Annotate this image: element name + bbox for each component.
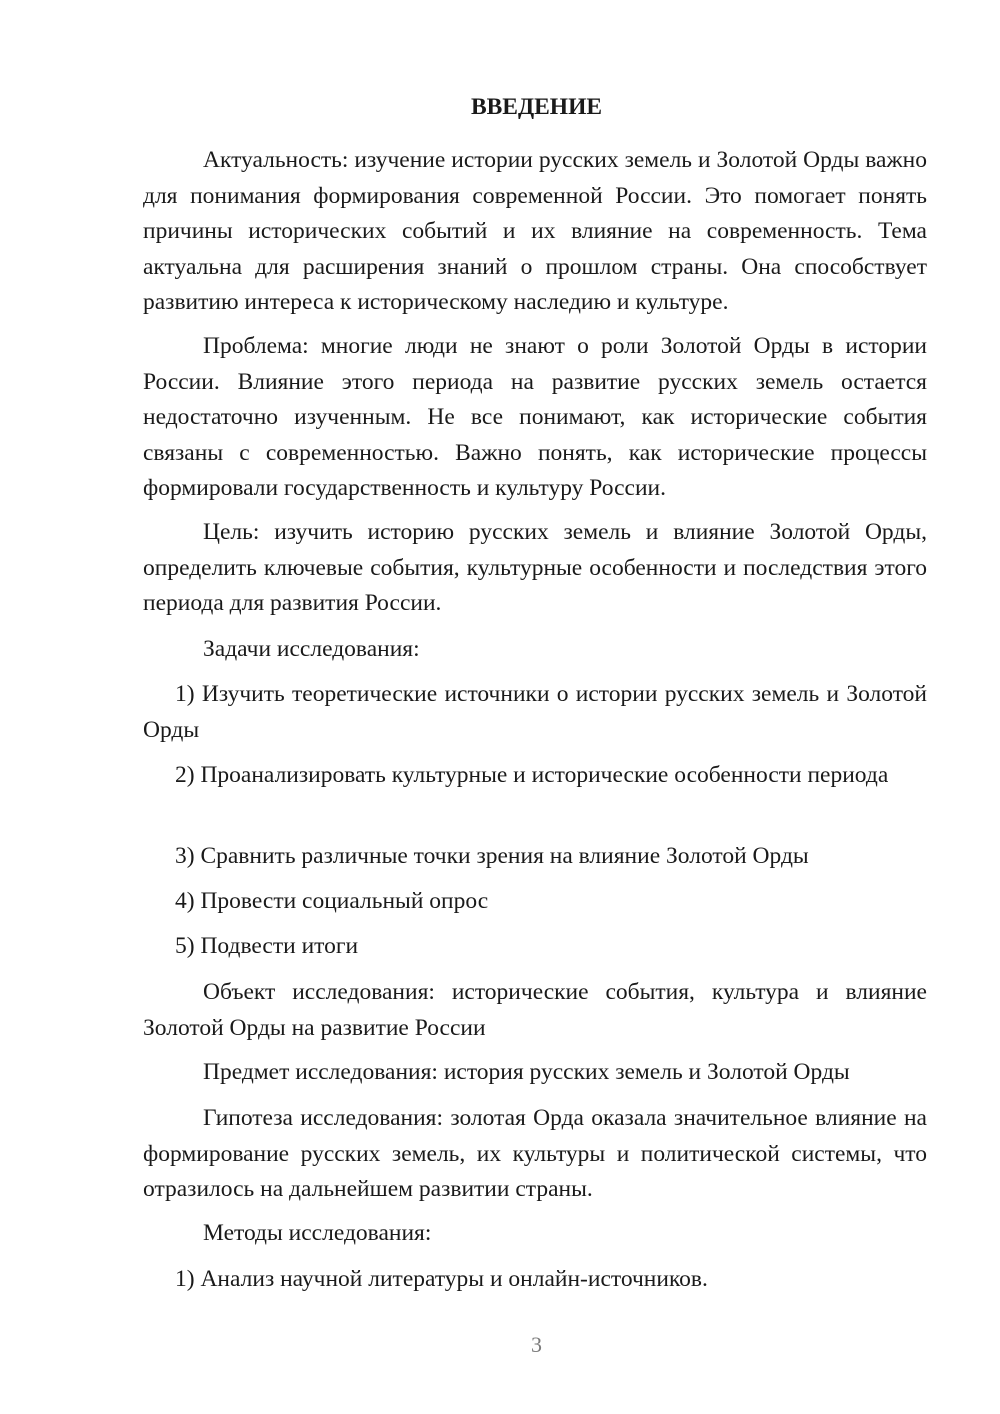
task-item-2: 2) Проанализировать культурные и исторические особенности периода bbox=[175, 762, 889, 788]
goal-paragraph: Цель: изучить историю русских земель и влияние Золотой Орды, определить ключевые события, культурные особенности и последствия этого периода для развития России. bbox=[143, 519, 927, 616]
object-paragraph: Объект исследования: исторические события, культура и влияние Золотой Орды на развитие России bbox=[143, 979, 927, 1041]
task-item-1: 1) Изучить теоретические источники о истории русских земель и Золотой Орды bbox=[143, 681, 927, 743]
method-item-1: 1) Анализ научной литературы и онлайн-источников. bbox=[175, 1266, 708, 1292]
section-title: ВВЕДЕНИЕ bbox=[470, 94, 603, 120]
problem-paragraph: Проблема: многие люди не знают о роли Золотой Орды в истории России. Влияние этого периода на развитие русских земель остается недостаточно изученным. Не все понимают, как исторические события связаны с современностью. Важно понять, как исторические процессы формировали государственность и культуру России. bbox=[143, 333, 927, 501]
subject-paragraph: Предмет исследования: история русских земель и Золотой Орды bbox=[203, 1059, 850, 1085]
methods-heading: Методы исследования: bbox=[203, 1220, 432, 1246]
task-item-3: 3) Сравнить различные точки зрения на влияние Золотой Орды bbox=[175, 843, 809, 869]
task-item-5: 5) Подвести итоги bbox=[175, 933, 359, 959]
relevance-paragraph: Актуальность: изучение истории русских земель и Золотой Орды важно для понимания формирования современной России. Это помогает понять причины исторических событий и их влияние на современность. Тема актуальна для расширения знаний о прошлом страны. Она способствует развитию интереса к историческому наследию и культуре. bbox=[143, 147, 927, 315]
task-item-4: 4) Провести социальный опрос bbox=[175, 888, 489, 914]
page-number: 3 bbox=[531, 1332, 542, 1357]
tasks-heading: Задачи исследования: bbox=[203, 636, 420, 662]
hypothesis-paragraph: Гипотеза исследования: золотая Орда оказала значительное влияние на формирование русских земель, их культуры и политической системы, что отразилось на дальнейшем развитии страны. bbox=[143, 1105, 927, 1202]
